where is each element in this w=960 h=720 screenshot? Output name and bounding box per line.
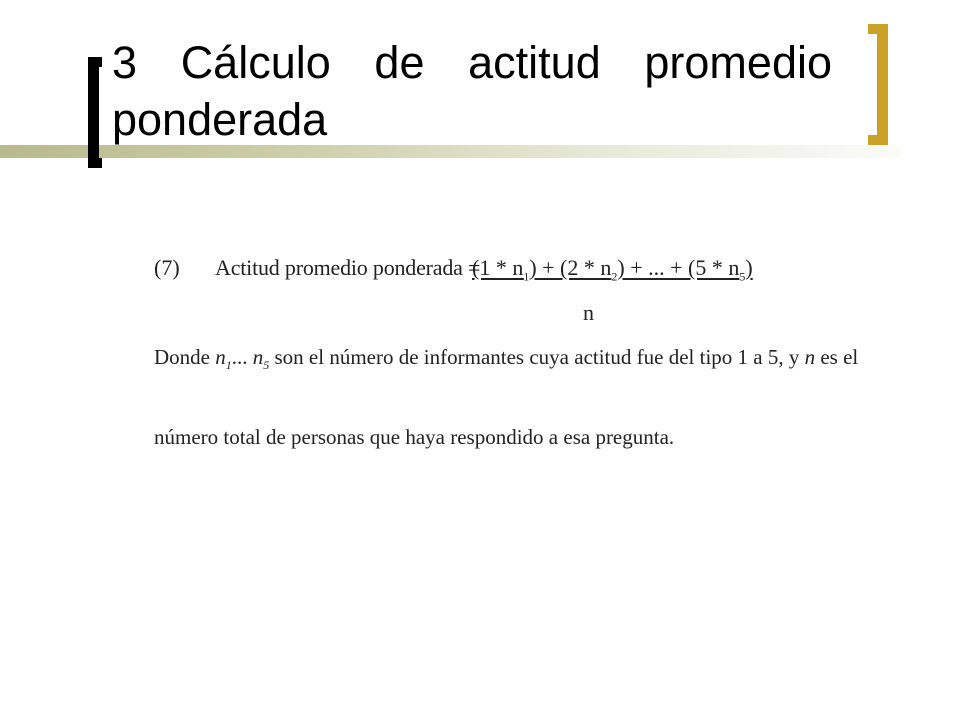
explanation-line-1: Donde $n_1$... $n_5$ son el número de informantes cuya actitud fue del tipo 1 a 5, y n es el [154, 345, 859, 373]
formula-image [150, 250, 870, 465]
slide-title: 3 Cálculo de actitud promedio ponderada [112, 37, 832, 145]
equation-number: (7) [154, 255, 180, 280]
right-bracket-decoration [868, 24, 888, 145]
equation-numerator: $(1 * n_1) + (2 * n_2)$ + ... + $(5 * n_5)$ [472, 255, 753, 284]
equation-denominator: n [583, 300, 594, 325]
left-bracket-decoration [88, 57, 102, 168]
equation-lhs: Actitud promedio ponderada = [215, 255, 481, 280]
explanation-line-2: número total de personas que haya respondido a esa pregunta. [154, 425, 675, 449]
